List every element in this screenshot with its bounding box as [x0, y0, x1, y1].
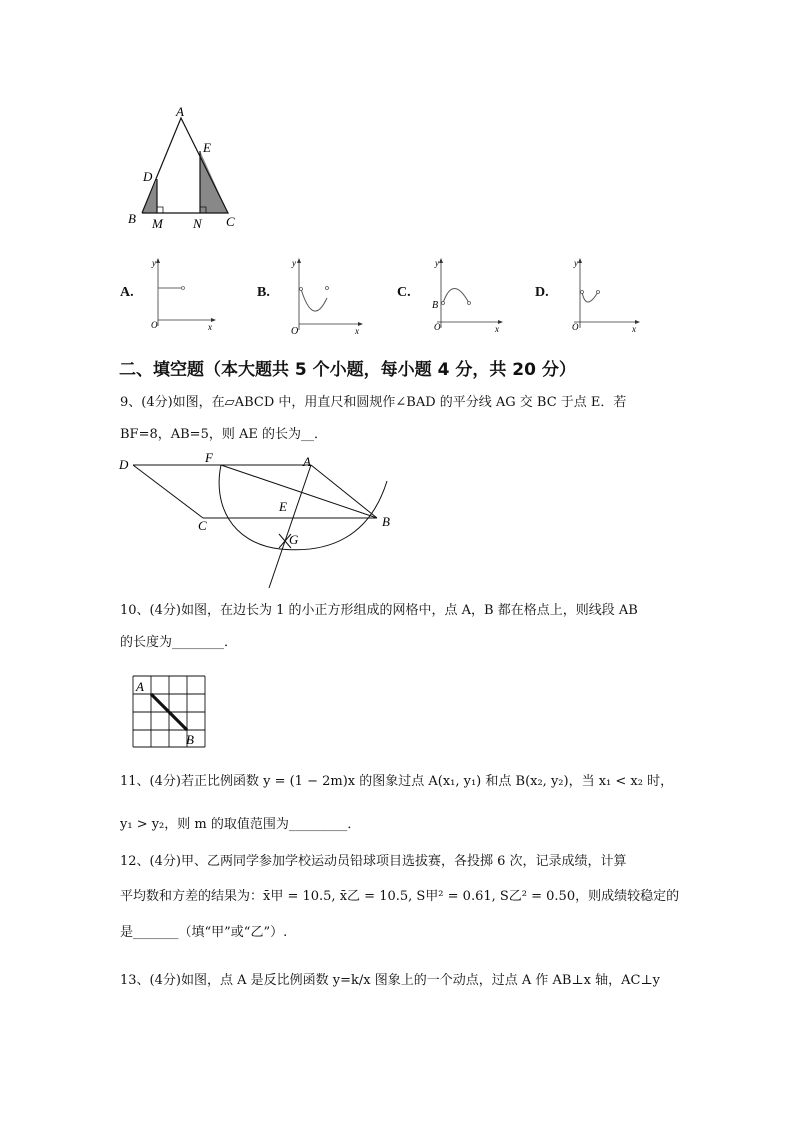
- option-c-graph[interactable]: [425, 256, 505, 336]
- q9-line1: 9、(4分)如图，在▱ABCD 中，用直尺和圆规作∠BAD 的平分线 AG 交 BC 于点 E．若: [120, 395, 627, 410]
- svg-text:y: y: [435, 258, 439, 268]
- label-B: B: [128, 211, 136, 226]
- svg-text:B: B: [382, 514, 390, 529]
- svg-text:O: O: [151, 320, 158, 330]
- svg-text:E: E: [279, 499, 287, 514]
- q10-line2: 的长度为________．: [120, 635, 238, 650]
- label-E: E: [203, 140, 211, 155]
- svg-text:x: x: [495, 324, 499, 334]
- option-b-label[interactable]: B.: [257, 285, 270, 300]
- parallelogram-figure: [115, 448, 415, 598]
- label-D: D: [143, 169, 153, 184]
- label-C: C: [226, 214, 235, 229]
- option-d-label[interactable]: D.: [535, 285, 549, 300]
- svg-text:G: G: [289, 532, 299, 547]
- q12-line1: 12、(4分)甲、乙两同学参加学校运动员铅球项目选拔赛，各投掷 6 次，记录成绩，计算: [120, 854, 627, 869]
- svg-text:y: y: [292, 258, 296, 268]
- q12-line3: 是_______（填“甲”或“乙”）.: [120, 925, 288, 940]
- triangle-figure: [120, 100, 250, 230]
- option-b-graph[interactable]: [283, 256, 363, 336]
- label-A: A: [176, 104, 184, 119]
- svg-text:x: x: [208, 322, 212, 332]
- svg-text:B: B: [432, 300, 439, 311]
- svg-text:C: C: [198, 518, 207, 533]
- svg-text:O: O: [434, 322, 441, 332]
- grid-figure: [132, 675, 208, 749]
- q13-line1: 13、(4分)如图，点 A 是反比例函数 y=k/x 图象上的一个动点，过点 A 作 AB⊥x 轴，AC⊥y: [120, 973, 661, 988]
- label-N: N: [193, 216, 202, 231]
- q9-line2: BF=8，AB=5，则 AE 的长为__．: [120, 427, 327, 442]
- svg-text:O: O: [291, 326, 299, 337]
- option-a-label[interactable]: A.: [120, 285, 134, 300]
- svg-text:O: O: [572, 322, 579, 332]
- svg-text:F: F: [205, 450, 213, 465]
- svg-text:x: x: [632, 324, 636, 334]
- option-c-label[interactable]: C.: [397, 285, 411, 300]
- svg-text:B: B: [186, 732, 194, 747]
- svg-text:y: y: [574, 258, 578, 268]
- q10-line1: 10、(4分)如图，在边长为 1 的小正方形组成的网格中，点 A，B 都在格点上，则线段 AB: [120, 603, 638, 618]
- section-title: 二、填空题（本大题共 5 个小题，每小题 4 分，共 20 分）: [119, 360, 576, 380]
- svg-text:D: D: [119, 457, 129, 472]
- svg-text:A: A: [303, 454, 311, 469]
- svg-text:A: A: [136, 679, 144, 694]
- q11-line1: 11、(4分)若正比例函数 y = (1 − 2m)x 的图象过点 A(x₁, y₁) 和点 B(x₂, y₂)，当 x₁ < x₂ 时，: [120, 774, 674, 789]
- q12-line2: 平均数和方差的结果为：x̄甲 = 10.5, x̄乙 = 10.5, S甲² = 0.61, S乙² = 0.50，则成绩较稳定的: [120, 889, 680, 904]
- svg-text:x: x: [355, 326, 359, 336]
- svg-text:y: y: [152, 258, 156, 268]
- label-M: M: [152, 216, 163, 231]
- q11-line2: y₁ > y₂，则 m 的取值范围为_________．: [120, 817, 361, 832]
- option-d-graph[interactable]: [564, 256, 644, 336]
- option-a-graph[interactable]: [146, 256, 216, 331]
